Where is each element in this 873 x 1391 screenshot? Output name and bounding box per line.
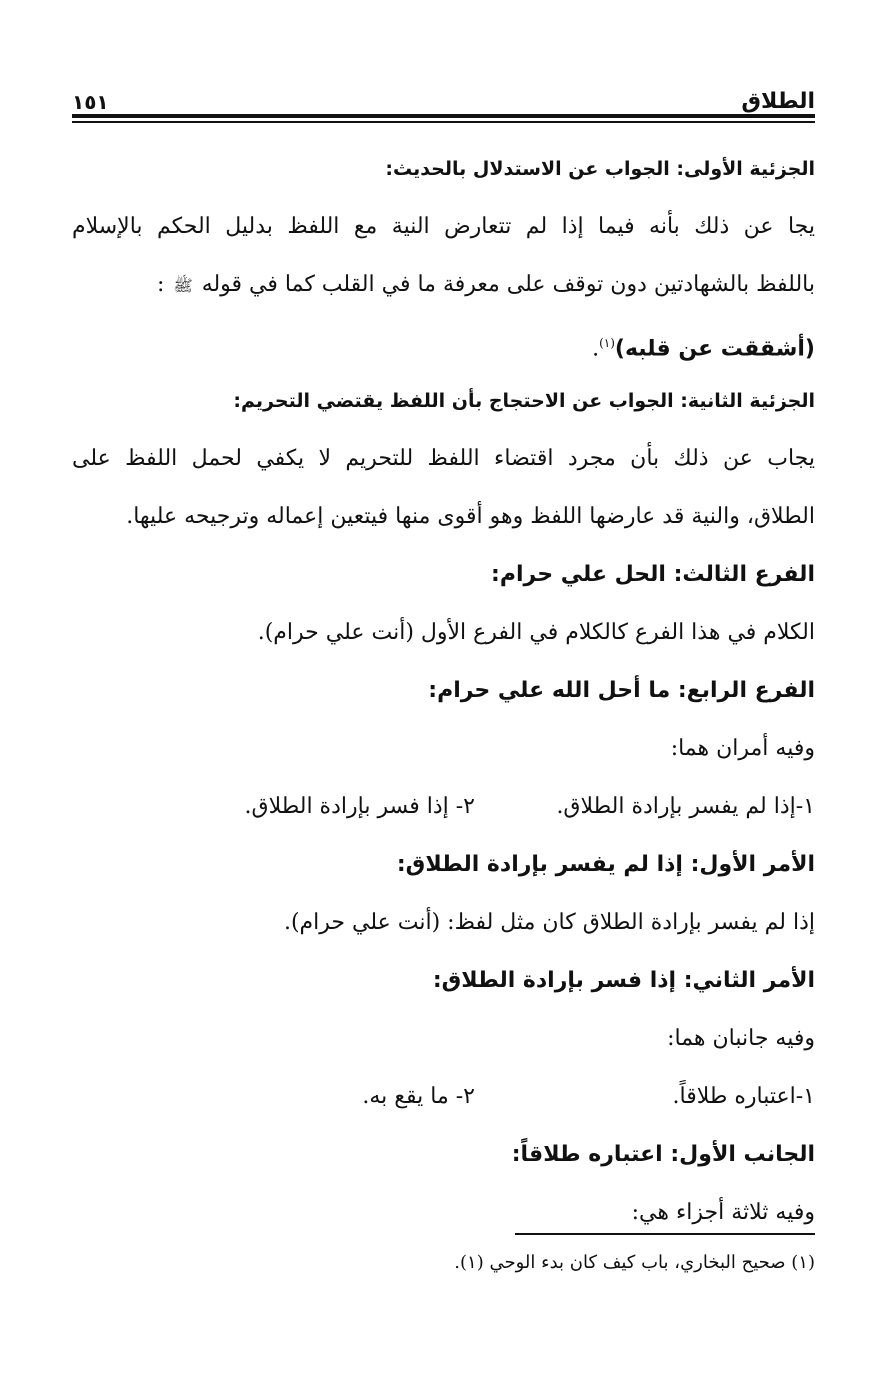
- matter-1-title: الأمر الأول: إذا لم يفسر بإرادة الطلاق:: [396, 852, 815, 877]
- section-4-items: [72, 778, 815, 836]
- paragraph-1-period: .: [592, 336, 600, 362]
- page-number: ١٥١: [72, 90, 109, 114]
- paragraph-1-line-2-text: باللفظ بالشهادتين دون توقف على معرفة ما في القلب كما في قوله: [201, 272, 815, 297]
- hadith-quote: (أشققت عن قلبه): [614, 336, 815, 362]
- header-rule-thin: [72, 121, 815, 123]
- paragraph-1-line-1: يجا عن ذلك بأنه فيما إذا لم تتعارض النية مع اللفظ بدليل الحكم بالإسلام: [72, 214, 815, 239]
- matter-2-items: [72, 1068, 815, 1126]
- section-3-text: الكلام في هذا الفرع كالكلام في الفرع الأول (أنت علي حرام).: [257, 620, 815, 645]
- section-4-item-1: ١-إذا لم يفسر بإرادة الطلاق.: [556, 794, 815, 819]
- running-header: [72, 78, 815, 114]
- section-4-item-2: ٢- إذا فسر بإرادة الطلاق.: [244, 794, 475, 819]
- footnote-reference[interactable]: (١): [599, 336, 615, 350]
- matter-2-item-1: ١-اعتباره طلاقاً.: [672, 1084, 815, 1109]
- subsection-heading-1: الجزئية الأولى: الجواب عن الاستدلال بالحديث:: [385, 158, 815, 180]
- matter-1-text: إذا لم يفسر بإرادة الطلاق كان مثل لفظ: (أنت علي حرام).: [283, 910, 815, 935]
- matter-2-title: الأمر الثاني: إذا فسر بإرادة الطلاق:: [432, 968, 815, 993]
- subsection-heading-2: الجزئية الثانية: الجواب عن الاحتجاج بأن اللفظ يقتضي التحريم:: [233, 390, 815, 412]
- book-page: [72, 0, 815, 1391]
- paragraph-1-line-2: [72, 256, 815, 314]
- footnote: (١) صحيح البخاري، باب كيف كان بدء الوحي (١).: [454, 1252, 815, 1273]
- paragraph-1-line-3: [72, 314, 815, 372]
- side-1-title: الجانب الأول: اعتباره طلاقاً:: [511, 1142, 815, 1167]
- section-4-title: الفرع الرابع: ما أحل الله علي حرام:: [428, 678, 815, 703]
- header-rule-thick: [72, 114, 815, 118]
- matter-2-intro: وفيه جانبان هما:: [667, 1026, 815, 1051]
- footnote-divider: [515, 1233, 815, 1235]
- side-1-intro: وفيه ثلاثة أجزاء هي:: [631, 1200, 815, 1225]
- chapter-title: الطلاق: [741, 89, 815, 114]
- honorific-icon: ﷺ: [173, 276, 193, 295]
- paragraph-2-line-2: الطلاق، والنية قد عارضها اللفظ وهو أقوى منها فيتعين إعماله وترجيحه عليها.: [126, 504, 815, 529]
- paragraph-2-line-1: يجاب عن ذلك بأن مجرد اقتضاء اللفظ للتحريم لا يكفي لحمل اللفظ على: [72, 446, 815, 471]
- matter-2-item-2: ٢- ما يقع به.: [362, 1084, 475, 1109]
- body-text: [72, 140, 815, 1242]
- section-4-intro: وفيه أمران هما:: [670, 736, 815, 761]
- paragraph-1-line-2-colon: :: [156, 272, 165, 297]
- section-3-title: الفرع الثالث: الحل علي حرام:: [491, 562, 815, 587]
